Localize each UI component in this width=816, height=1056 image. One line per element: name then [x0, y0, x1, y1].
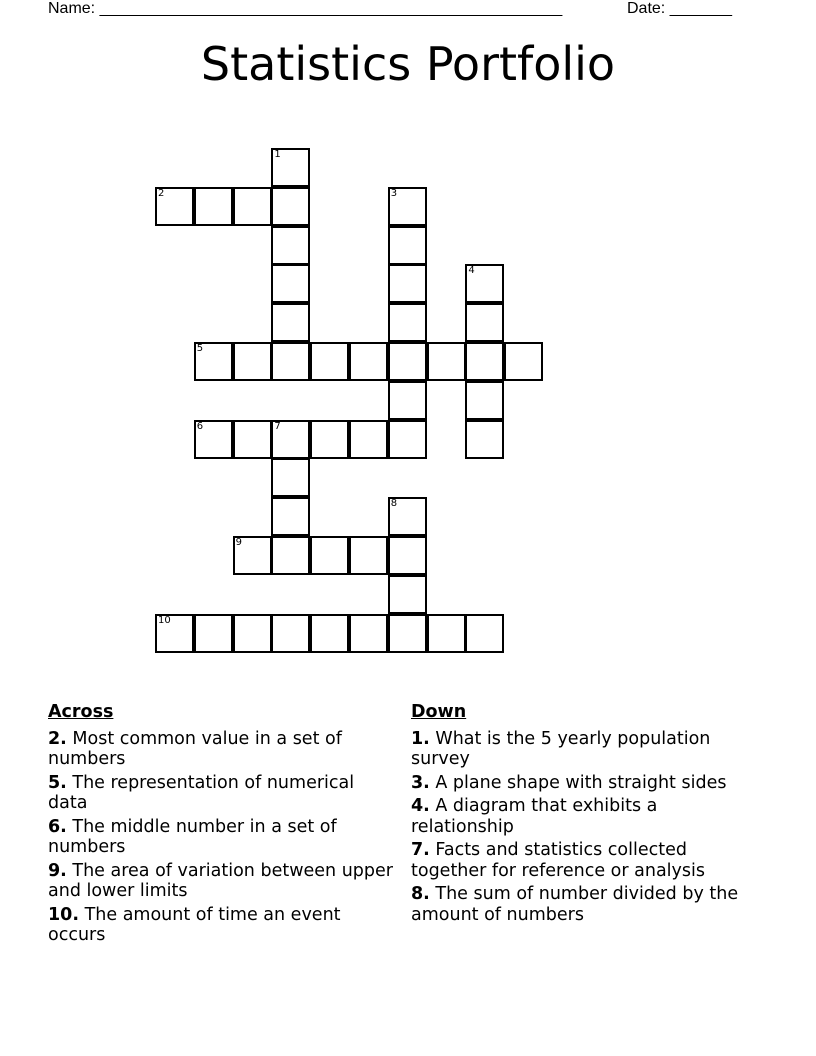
clue-number: 7 — [274, 420, 281, 432]
across-clues — [48, 702, 393, 949]
grid-cell[interactable] — [271, 187, 310, 226]
clue-number: 5 — [196, 343, 204, 354]
clue-text: Most common value in a set of numbers — [48, 728, 342, 769]
grid-cell[interactable] — [310, 614, 349, 653]
grid-cell[interactable] — [271, 264, 310, 303]
clue-text: The sum of number divided by the amount of numbers — [411, 884, 739, 925]
grid-cell[interactable] — [465, 303, 504, 342]
down-clue — [411, 796, 751, 837]
grid-cell[interactable] — [465, 614, 504, 653]
clue-number: 4. — [411, 796, 430, 816]
grid-cell[interactable] — [271, 458, 310, 497]
grid-cell[interactable] — [388, 381, 427, 420]
clue-number: 3. — [411, 772, 430, 793]
down-clue-list — [411, 729, 751, 926]
clue-text: The middle number in a set of numbers — [48, 816, 337, 857]
name-field: Name: ____________________________________________________ — [48, 0, 563, 17]
grid-cell[interactable] — [155, 187, 194, 226]
clue-number: 6. — [48, 816, 67, 837]
down-clues — [411, 702, 751, 928]
clue-number: 8 — [390, 498, 398, 510]
clue-text: The representation of numerical data — [48, 772, 355, 813]
grid-cell[interactable] — [388, 342, 427, 381]
grid-cell[interactable] — [504, 342, 543, 381]
grid-cell[interactable] — [465, 381, 504, 420]
down-heading: Down — [411, 702, 467, 722]
across-clue — [48, 729, 393, 770]
down-clue — [411, 884, 751, 925]
grid-cell[interactable] — [271, 497, 310, 536]
grid-cell[interactable] — [388, 303, 427, 342]
clue-number: 10. — [48, 904, 80, 925]
across-clue-list — [48, 729, 393, 946]
across-clue — [48, 861, 393, 902]
grid-cell[interactable] — [194, 614, 233, 653]
grid-cell[interactable] — [349, 342, 388, 381]
grid-cell[interactable] — [194, 187, 233, 226]
grid-cell[interactable] — [388, 187, 427, 226]
clue-text: The area of variation between upper and lower limits — [48, 860, 393, 901]
grid-cell[interactable] — [388, 536, 427, 575]
date-field: Date: _______ — [627, 0, 732, 17]
across-clue — [48, 773, 393, 814]
clue-text: Facts and statistics collected together for reference or analysis — [411, 840, 705, 881]
grid-cell[interactable] — [465, 264, 504, 303]
clue-text: A diagram that exhibits a relationship — [411, 796, 658, 837]
clue-number: 4 — [468, 265, 475, 277]
clue-number: 9. — [48, 860, 67, 881]
grid-cell[interactable] — [233, 614, 272, 653]
grid-cell[interactable] — [233, 342, 272, 381]
down-clue — [411, 729, 751, 770]
grid-cell[interactable] — [388, 575, 427, 614]
grid-cell[interactable] — [271, 342, 310, 381]
grid-cell[interactable] — [233, 187, 272, 226]
clue-text: A plane shape with straight sides — [429, 772, 727, 793]
grid-cell[interactable] — [194, 420, 233, 459]
grid-cell[interactable] — [388, 614, 427, 653]
grid-cell[interactable] — [465, 342, 504, 381]
clue-number: 1 — [274, 149, 281, 160]
grid-cell[interactable] — [233, 420, 272, 459]
clue-text: What is the 5 yearly population survey — [411, 728, 711, 769]
down-clue — [411, 840, 751, 881]
grid-cell[interactable] — [271, 303, 310, 342]
clue-number: 8. — [411, 884, 430, 904]
grid-cell[interactable] — [271, 614, 310, 653]
clue-number: 7. — [411, 840, 430, 860]
grid-cell[interactable] — [155, 614, 194, 653]
grid-cell[interactable] — [388, 226, 427, 265]
grid-cell[interactable] — [427, 614, 466, 653]
grid-cell[interactable] — [388, 497, 427, 536]
down-clue — [411, 773, 751, 794]
grid-cell[interactable] — [427, 342, 466, 381]
clue-number: 2 — [158, 187, 165, 199]
grid-cell[interactable] — [271, 536, 310, 575]
across-clue — [48, 905, 393, 946]
grid-cell[interactable] — [271, 420, 310, 459]
grid-cell[interactable] — [349, 614, 388, 653]
grid-cell[interactable] — [271, 148, 310, 187]
clue-number: 10 — [158, 614, 171, 626]
across-clue — [48, 817, 393, 858]
page-title: Statistics Portfolio — [200, 37, 616, 91]
clue-number: 2. — [48, 728, 67, 749]
grid-cell[interactable] — [194, 342, 233, 381]
clue-number: 1. — [411, 728, 430, 749]
grid-cell[interactable] — [465, 420, 504, 459]
grid-cell[interactable] — [310, 536, 349, 575]
clue-number: 5. — [48, 772, 67, 793]
clue-text: The amount of time an event occurs — [48, 904, 341, 945]
grid-cell[interactable] — [310, 420, 349, 459]
grid-cell[interactable] — [349, 536, 388, 575]
grid-cell[interactable] — [388, 264, 427, 303]
grid-cell[interactable] — [388, 420, 427, 459]
clue-number: 6 — [196, 420, 204, 432]
grid-cell[interactable] — [233, 536, 272, 575]
clue-number: 3 — [390, 187, 398, 199]
grid-cell[interactable] — [349, 420, 388, 459]
grid-cell[interactable] — [271, 226, 310, 265]
grid-cell[interactable] — [310, 342, 349, 381]
clue-number: 9 — [235, 537, 242, 548]
across-heading: Across — [48, 702, 114, 722]
